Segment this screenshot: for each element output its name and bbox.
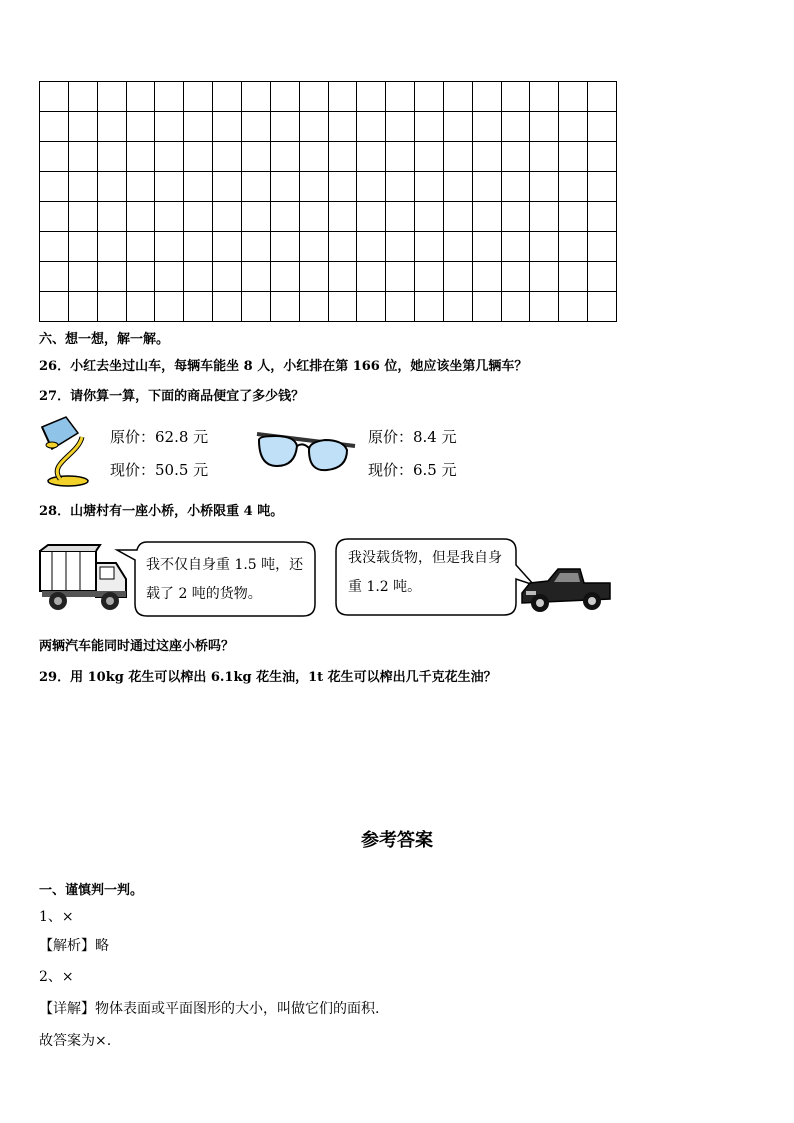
grid-cell: [329, 202, 358, 232]
grid-cell: [300, 82, 329, 112]
grid-cell: [386, 202, 415, 232]
grid-cell: [415, 172, 444, 202]
grid-cell: [559, 292, 588, 322]
grid-cell: [69, 292, 98, 322]
grid-cell: [357, 202, 386, 232]
grid-cell: [300, 202, 329, 232]
grid-cell: [127, 82, 156, 112]
grid-cell: [559, 82, 588, 112]
answer-1: 1、×: [39, 909, 74, 925]
grid-cell: [502, 82, 531, 112]
question-29: 29．用 10kg 花生可以榨出 6.1kg 花生油，1t 花生可以榨出几千克花生油？: [39, 670, 497, 685]
grid-cell: [559, 232, 588, 262]
answers-section-1-heading: 一、谨慎判一判。: [39, 883, 144, 898]
grid-cell: [473, 292, 502, 322]
grid-cell: [271, 292, 300, 322]
grid-cell: [155, 142, 184, 172]
grid-cell: [473, 82, 502, 112]
grid-cell: [155, 82, 184, 112]
grid-cell: [300, 112, 329, 142]
grid-cell: [300, 262, 329, 292]
grid-cell: [329, 142, 358, 172]
grid-cell: [559, 262, 588, 292]
grid-cell: [329, 232, 358, 262]
grid-cell: [300, 292, 329, 322]
grid-cell: [213, 112, 242, 142]
grid-cell: [184, 202, 213, 232]
grid-cell: [329, 292, 358, 322]
grid-cell: [127, 142, 156, 172]
grid-cell: [329, 172, 358, 202]
grid-cell: [127, 292, 156, 322]
grid-cell: [98, 262, 127, 292]
grid-cell: [127, 262, 156, 292]
grid-cell: [502, 112, 531, 142]
grid-cell: [155, 292, 184, 322]
grid-cell: [444, 202, 473, 232]
grid-cell: [242, 292, 271, 322]
grid-cell: [242, 82, 271, 112]
grid-cell: [242, 142, 271, 172]
grid-cell: [155, 262, 184, 292]
grid-cell: [415, 292, 444, 322]
grid-cell: [502, 292, 531, 322]
grid-cell: [40, 262, 69, 292]
grid-cell: [530, 202, 559, 232]
grid-cell: [300, 232, 329, 262]
grid-cell: [588, 112, 617, 142]
grid-cell: [559, 202, 588, 232]
grid-cell: [271, 172, 300, 202]
grid-cell: [127, 232, 156, 262]
answer-1-note: 【解析】略: [39, 938, 109, 954]
grid-cell: [213, 292, 242, 322]
lamp-current-price: 现价：50.5 元: [110, 461, 209, 479]
grid-cell: [184, 112, 213, 142]
grid-cell: [357, 172, 386, 202]
grid-cell: [473, 262, 502, 292]
grid-cell: [357, 112, 386, 142]
grid-cell: [242, 262, 271, 292]
truck-speech-line-2: 载了 2 吨的货物。: [146, 586, 262, 602]
grid-cell: [69, 202, 98, 232]
grid-cell: [530, 82, 559, 112]
grid-cell: [386, 172, 415, 202]
question-26: 26．小红去坐过山车，每辆车能坐 8 人，小红排在第 166 位，她应该坐第几辆车？: [39, 359, 528, 374]
grid-cell: [588, 262, 617, 292]
section-heading-6: 六、想一想，解一解。: [39, 332, 170, 347]
grid-cell: [40, 232, 69, 262]
pickup-car-icon: [520, 565, 612, 615]
grid-cell: [300, 172, 329, 202]
grid-cell: [386, 142, 415, 172]
grid-cell: [329, 112, 358, 142]
grid-cell: [530, 172, 559, 202]
grid-cell: [213, 202, 242, 232]
grid-cell: [69, 262, 98, 292]
grid-cell: [386, 82, 415, 112]
grid-cell: [415, 112, 444, 142]
grid-cell: [357, 232, 386, 262]
grid-cell: [69, 232, 98, 262]
writing-grid: [39, 81, 617, 322]
grid-cell: [473, 232, 502, 262]
grid-cell: [502, 232, 531, 262]
grid-cell: [271, 262, 300, 292]
glasses-current-price: 现价：6.5 元: [368, 461, 457, 479]
grid-cell: [184, 82, 213, 112]
grid-cell: [415, 202, 444, 232]
grid-cell: [588, 82, 617, 112]
grid-cell: [444, 172, 473, 202]
grid-cell: [98, 82, 127, 112]
grid-cell: [213, 262, 242, 292]
grid-cell: [559, 142, 588, 172]
question-27: 27．请你算一算，下面的商品便宜了多少钱？: [39, 389, 305, 404]
grid-cell: [40, 202, 69, 232]
grid-cell: [530, 142, 559, 172]
grid-cell: [502, 172, 531, 202]
grid-cell: [329, 262, 358, 292]
grid-cell: [502, 142, 531, 172]
grid-cell: [242, 112, 271, 142]
grid-cell: [530, 232, 559, 262]
grid-cell: [213, 172, 242, 202]
grid-cell: [127, 202, 156, 232]
question-28-prompt: 两辆汽车能同时通过这座小桥吗？: [39, 639, 235, 654]
grid-cell: [473, 142, 502, 172]
grid-cell: [98, 202, 127, 232]
car-speech-line-2: 重 1.2 吨。: [348, 579, 422, 595]
grid-cell: [40, 172, 69, 202]
lamp-original-price: 原价：62.8 元: [110, 428, 209, 446]
grid-cell: [444, 112, 473, 142]
grid-cell: [415, 232, 444, 262]
grid-cell: [69, 112, 98, 142]
grid-cell: [127, 112, 156, 142]
grid-cell: [184, 232, 213, 262]
grid-cell: [588, 202, 617, 232]
grid-cell: [588, 142, 617, 172]
grid-cell: [40, 112, 69, 142]
grid-cell: [155, 232, 184, 262]
desk-lamp-icon: [38, 415, 98, 487]
glasses-original-price: 原价：8.4 元: [368, 428, 457, 446]
grid-cell: [155, 112, 184, 142]
grid-cell: [530, 112, 559, 142]
grid-cell: [184, 172, 213, 202]
grid-cell: [386, 232, 415, 262]
grid-cell: [40, 142, 69, 172]
grid-cell: [98, 292, 127, 322]
car-speech-line-1: 我没载货物，但是我自身: [348, 550, 502, 566]
grid-cell: [473, 172, 502, 202]
grid-cell: [271, 112, 300, 142]
grid-cell: [98, 112, 127, 142]
grid-cell: [127, 172, 156, 202]
grid-cell: [242, 172, 271, 202]
question-28: 28．山塘村有一座小桥，小桥限重 4 吨。: [39, 504, 284, 519]
grid-cell: [415, 262, 444, 292]
grid-cell: [271, 202, 300, 232]
grid-cell: [213, 232, 242, 262]
grid-cell: [357, 262, 386, 292]
truck-speech-line-1: 我不仅自身重 1.5 吨，还: [146, 557, 304, 573]
grid-cell: [386, 292, 415, 322]
grid-cell: [98, 142, 127, 172]
grid-cell: [502, 262, 531, 292]
grid-cell: [242, 202, 271, 232]
grid-cell: [69, 142, 98, 172]
grid-cell: [444, 292, 473, 322]
answer-2-conclusion: 故答案为×.: [39, 1033, 112, 1049]
grid-cell: [473, 202, 502, 232]
grid-cell: [69, 172, 98, 202]
glasses-icon: [255, 428, 360, 473]
grid-cell: [329, 82, 358, 112]
grid-cell: [242, 232, 271, 262]
grid-cell: [530, 292, 559, 322]
grid-cell: [184, 142, 213, 172]
grid-cell: [271, 232, 300, 262]
grid-cell: [69, 82, 98, 112]
grid-cell: [444, 262, 473, 292]
grid-cell: [271, 142, 300, 172]
answer-2: 2、×: [39, 969, 74, 985]
grid-cell: [98, 172, 127, 202]
answer-2-note: 【详解】物体表面或平面图形的大小，叫做它们的面积.: [39, 1001, 380, 1017]
grid-cell: [588, 292, 617, 322]
grid-cell: [98, 232, 127, 262]
grid-cell: [40, 292, 69, 322]
grid-cell: [155, 172, 184, 202]
grid-cell: [559, 112, 588, 142]
grid-cell: [213, 142, 242, 172]
grid-cell: [473, 112, 502, 142]
grid-cell: [386, 112, 415, 142]
grid-cell: [357, 142, 386, 172]
grid-cell: [559, 172, 588, 202]
grid-cell: [502, 202, 531, 232]
grid-cell: [357, 292, 386, 322]
grid-cell: [184, 292, 213, 322]
grid-cell: [184, 262, 213, 292]
grid-cell: [588, 232, 617, 262]
answers-title: 参考答案: [361, 830, 433, 851]
grid-cell: [530, 262, 559, 292]
grid-cell: [444, 82, 473, 112]
grid-cell: [271, 82, 300, 112]
grid-cell: [444, 232, 473, 262]
grid-cell: [40, 82, 69, 112]
grid-cell: [213, 82, 242, 112]
grid-cell: [300, 142, 329, 172]
grid-cell: [588, 172, 617, 202]
grid-cell: [415, 82, 444, 112]
grid-cell: [386, 262, 415, 292]
grid-cell: [357, 82, 386, 112]
grid-cell: [444, 142, 473, 172]
grid-cell: [155, 202, 184, 232]
grid-cell: [415, 142, 444, 172]
